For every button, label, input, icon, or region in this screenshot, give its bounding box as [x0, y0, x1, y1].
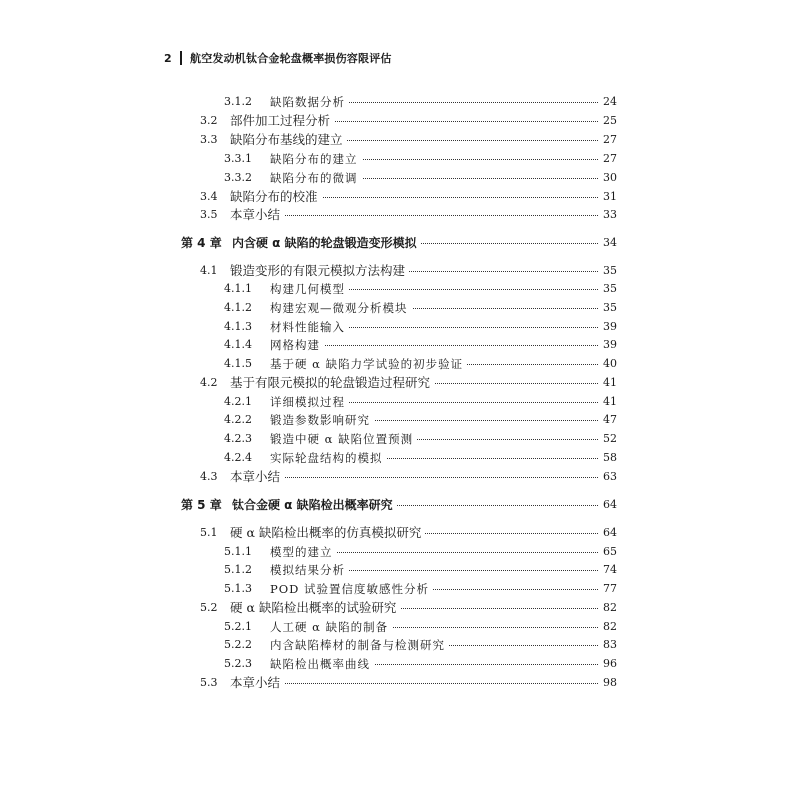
- toc-entry-title: 钛合金硬 α 缺陷检出概率研究: [232, 496, 397, 514]
- toc-entry-page: 39: [599, 318, 617, 336]
- toc-entry-number: 5.1.1: [224, 545, 252, 558]
- toc-chapter-entry: [0, 496, 800, 514]
- toc-entry-title: 本章小结: [230, 468, 284, 486]
- toc-entry-number: 5.2: [200, 601, 218, 614]
- toc-entry: [0, 169, 800, 187]
- toc-entry-title: 本章小结: [230, 206, 284, 224]
- toc-entry-title: 模拟结果分析: [270, 561, 349, 579]
- toc-entry: [0, 206, 800, 224]
- toc-entry: [0, 524, 800, 542]
- book-title: 航空发动机钛合金轮盘概率损伤容限评估: [190, 52, 392, 65]
- toc-entry-page: 27: [599, 131, 617, 149]
- toc-entry-page: 35: [599, 280, 617, 298]
- toc-leader-dots: [230, 683, 600, 684]
- toc-entry: [0, 150, 800, 168]
- toc-entry-number: 4.2.2: [224, 413, 252, 426]
- toc-entry: [0, 468, 800, 486]
- toc-entry-page: 30: [599, 169, 617, 187]
- toc-entry-title: 模型的建立: [270, 543, 337, 561]
- toc-entry-page: 77: [599, 580, 617, 598]
- toc-entry-title: 材料性能输入: [270, 318, 349, 336]
- toc-entry: [0, 336, 800, 354]
- toc-entry-page: 34: [599, 234, 617, 252]
- toc-entry-title: 锻造中硬 α 缺陷位置预测: [270, 430, 417, 448]
- toc-entry-page: 35: [599, 299, 617, 317]
- toc-entry-number: 第 5 章: [181, 498, 222, 512]
- toc-entry-number: 4.1.2: [224, 301, 252, 314]
- toc-entry-title: 缺陷分布基线的建立: [230, 131, 347, 149]
- toc-entry-title: 缺陷分布的校准: [230, 188, 322, 206]
- toc-entry-title: 缺陷检出概率曲线: [270, 655, 374, 673]
- toc-entry: [0, 543, 800, 561]
- toc-entry-title: POD 试验置信度敏感性分析: [270, 580, 433, 598]
- toc-entry-page: 39: [599, 336, 617, 354]
- toc-entry-page: 74: [599, 561, 617, 579]
- toc-entry-page: 40: [599, 355, 617, 373]
- toc-entry-title: 硬 α 缺陷检出概率的试验研究: [230, 599, 400, 617]
- toc-entry-page: 64: [599, 524, 617, 542]
- toc-entry-title: 部件加工过程分析: [230, 112, 334, 130]
- toc-entry: [0, 599, 800, 617]
- toc-entry-number: 3.3.2: [224, 171, 252, 184]
- toc-entry-title: 缺陷数据分析: [270, 93, 349, 111]
- toc-entry-page: 52: [599, 430, 617, 448]
- toc-entry-number: 4.3: [200, 470, 218, 483]
- toc-entry-number: 4.2.1: [224, 395, 252, 408]
- toc-entry-page: 25: [599, 112, 617, 130]
- toc-entry-title: 人工硬 α 缺陷的制备: [270, 618, 392, 636]
- toc-entry-number: 5.1.2: [224, 563, 252, 576]
- toc-entry: [0, 355, 800, 373]
- toc-entry-number: 4.2.4: [224, 451, 252, 464]
- toc-entry-page: 82: [599, 599, 617, 617]
- toc-entry-title: 内含缺陷棒材的制备与检测研究: [270, 636, 449, 654]
- page-number: 2: [164, 51, 172, 65]
- toc-entry-number: 第 4 章: [181, 236, 222, 250]
- toc-entry-title: 构建几何模型: [270, 280, 349, 298]
- toc-entry-number: 3.1.2: [224, 95, 252, 108]
- toc-entry-title: 缺陷分布的微调: [270, 169, 362, 187]
- toc-entry-title: 网格构建: [270, 336, 324, 354]
- toc-entry-page: 41: [599, 374, 617, 392]
- toc-entry-number: 5.2.3: [224, 657, 252, 670]
- toc-entry-number: 4.2.3: [224, 432, 252, 445]
- toc-entry-page: 58: [599, 449, 617, 467]
- toc-entry-title: 构建宏观—微观分析模块: [270, 299, 412, 317]
- toc-entry-title: 基于硬 α 缺陷力学试验的初步验证: [270, 355, 467, 373]
- toc-entry: [0, 131, 800, 149]
- toc-entry-title: 基于有限元模拟的轮盘锻造过程研究: [230, 374, 434, 392]
- toc-entry-page: 82: [599, 618, 617, 636]
- toc-entry-page: 64: [599, 496, 617, 514]
- toc-entry-number: 5.2.2: [224, 638, 252, 651]
- toc-entry-title: 缺陷分布的建立: [270, 150, 362, 168]
- toc-entry-number: 3.4: [200, 190, 218, 203]
- toc-entry: [0, 411, 800, 429]
- toc-entry: [0, 674, 800, 692]
- toc-entry-number: 3.3.1: [224, 152, 252, 165]
- toc-entry: [0, 188, 800, 206]
- toc-entry-number: 4.2: [200, 376, 218, 389]
- toc-entry-page: 83: [599, 636, 617, 654]
- toc-entry: [0, 430, 800, 448]
- toc-entry-number: 3.5: [200, 208, 218, 221]
- toc-entry-page: 41: [599, 393, 617, 411]
- toc-entry-page: 27: [599, 150, 617, 168]
- toc-entry-page: 24: [599, 93, 617, 111]
- toc-entry-title: 硬 α 缺陷检出概率的仿真模拟研究: [230, 524, 425, 542]
- toc-entry-number: 5.1.3: [224, 582, 252, 595]
- toc-entry-number: 3.3: [200, 133, 218, 146]
- toc-entry-title: 详细模拟过程: [270, 393, 349, 411]
- toc-chapter-entry: [0, 234, 800, 252]
- toc-entry-number: 5.2.1: [224, 620, 252, 633]
- toc-entry: [0, 262, 800, 280]
- toc-entry-title: 本章小结: [230, 674, 284, 692]
- toc-entry-page: 35: [599, 262, 617, 280]
- toc-entry-page: 65: [599, 543, 617, 561]
- toc-entry-page: 47: [599, 411, 617, 429]
- toc-entry-title: 实际轮盘结构的模拟: [270, 449, 387, 467]
- toc-leader-dots: [230, 477, 600, 478]
- toc-entry-page: 63: [599, 468, 617, 486]
- toc-entry-number: 5.1: [200, 526, 218, 539]
- toc-entry: [0, 280, 800, 298]
- toc-entry: [0, 636, 800, 654]
- toc-entry: [0, 655, 800, 673]
- toc-entry: [0, 580, 800, 598]
- toc-entry: [0, 112, 800, 130]
- toc-entry-number: 5.3: [200, 676, 218, 689]
- toc-entry-number: 4.1.3: [224, 320, 252, 333]
- toc-entry-page: 31: [599, 188, 617, 206]
- toc-entry: [0, 93, 800, 111]
- toc-entry: [0, 449, 800, 467]
- toc-entry-page: 33: [599, 206, 617, 224]
- toc-entry: [0, 618, 800, 636]
- toc-entry-number: 4.1: [200, 264, 218, 277]
- toc-entry-number: 4.1.4: [224, 338, 252, 351]
- toc-entry-page: 96: [599, 655, 617, 673]
- toc-entry-title: 锻造变形的有限元模拟方法构建: [230, 262, 409, 280]
- toc-entry: [0, 393, 800, 411]
- toc-entry: [0, 318, 800, 336]
- toc-entry-title: 内含硬 α 缺陷的轮盘锻造变形模拟: [232, 234, 421, 252]
- toc-entry-page: 98: [599, 674, 617, 692]
- toc-entry-number: 4.1.1: [224, 282, 252, 295]
- toc-entry: [0, 299, 800, 317]
- toc-entry: [0, 374, 800, 392]
- toc-entry-number: 4.1.5: [224, 357, 252, 370]
- toc-leader-dots: [230, 215, 600, 216]
- toc-entry-title: 锻造参数影响研究: [270, 411, 374, 429]
- toc-entry: [0, 561, 800, 579]
- toc-entry-number: 3.2: [200, 114, 218, 127]
